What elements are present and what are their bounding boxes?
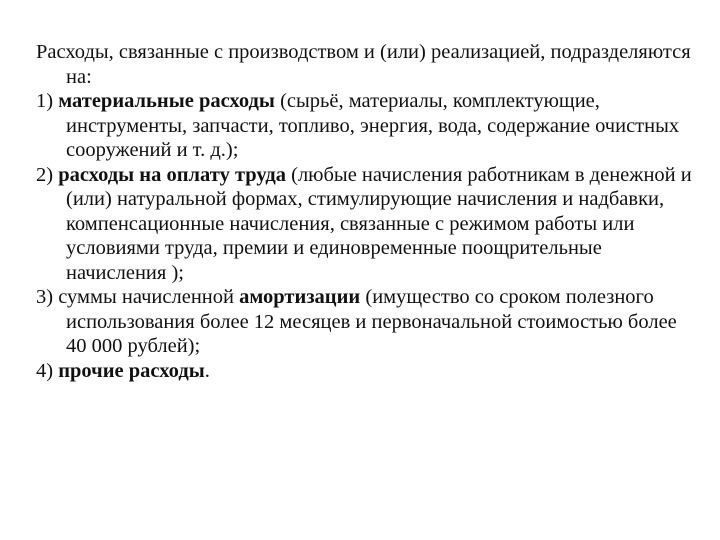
item-prefix: суммы начисленной [58, 286, 240, 308]
list-item-labor-expenses [36, 163, 696, 286]
list-item-depreciation [36, 285, 696, 359]
item-description: (имущество со сроком полезного использования более 12 месяцев и первоначальной стоимостью более 40 000 рублей); [66, 286, 677, 357]
item-number: 3) [36, 286, 59, 308]
item-term: амортизации [239, 286, 361, 308]
list-item-other-expenses [36, 359, 696, 384]
item-term: прочие расходы [58, 359, 205, 382]
item-description: . [204, 359, 210, 382]
item-number: 1) [36, 90, 59, 112]
item-number: 4) [36, 359, 59, 382]
item-number: 2) [36, 163, 59, 186]
item-term: расходы на оплату труда [58, 163, 286, 186]
item-description: (сырьё, материалы, комплектующие, инструменты, запчасти, топливо, энергия, вода, содержание очистных сооружений и т. д.); [66, 90, 680, 161]
expense-list-text [36, 40, 696, 383]
list-item-material-expenses [36, 89, 696, 163]
item-term: материальные расходы [58, 90, 275, 112]
intro-paragraph [36, 40, 696, 89]
item-description: (любые начисления работникам в денежной и (или) натуральной формах, стимулирующие начисления и надбавки, компенсационные начисления, связанные с режимом работы или условиями труда, премии и единовременные поощрительные начисления ); [66, 163, 692, 284]
intro-text: Расходы, связанные с производством и (или) реализацией, подразделяются на: [36, 41, 691, 88]
